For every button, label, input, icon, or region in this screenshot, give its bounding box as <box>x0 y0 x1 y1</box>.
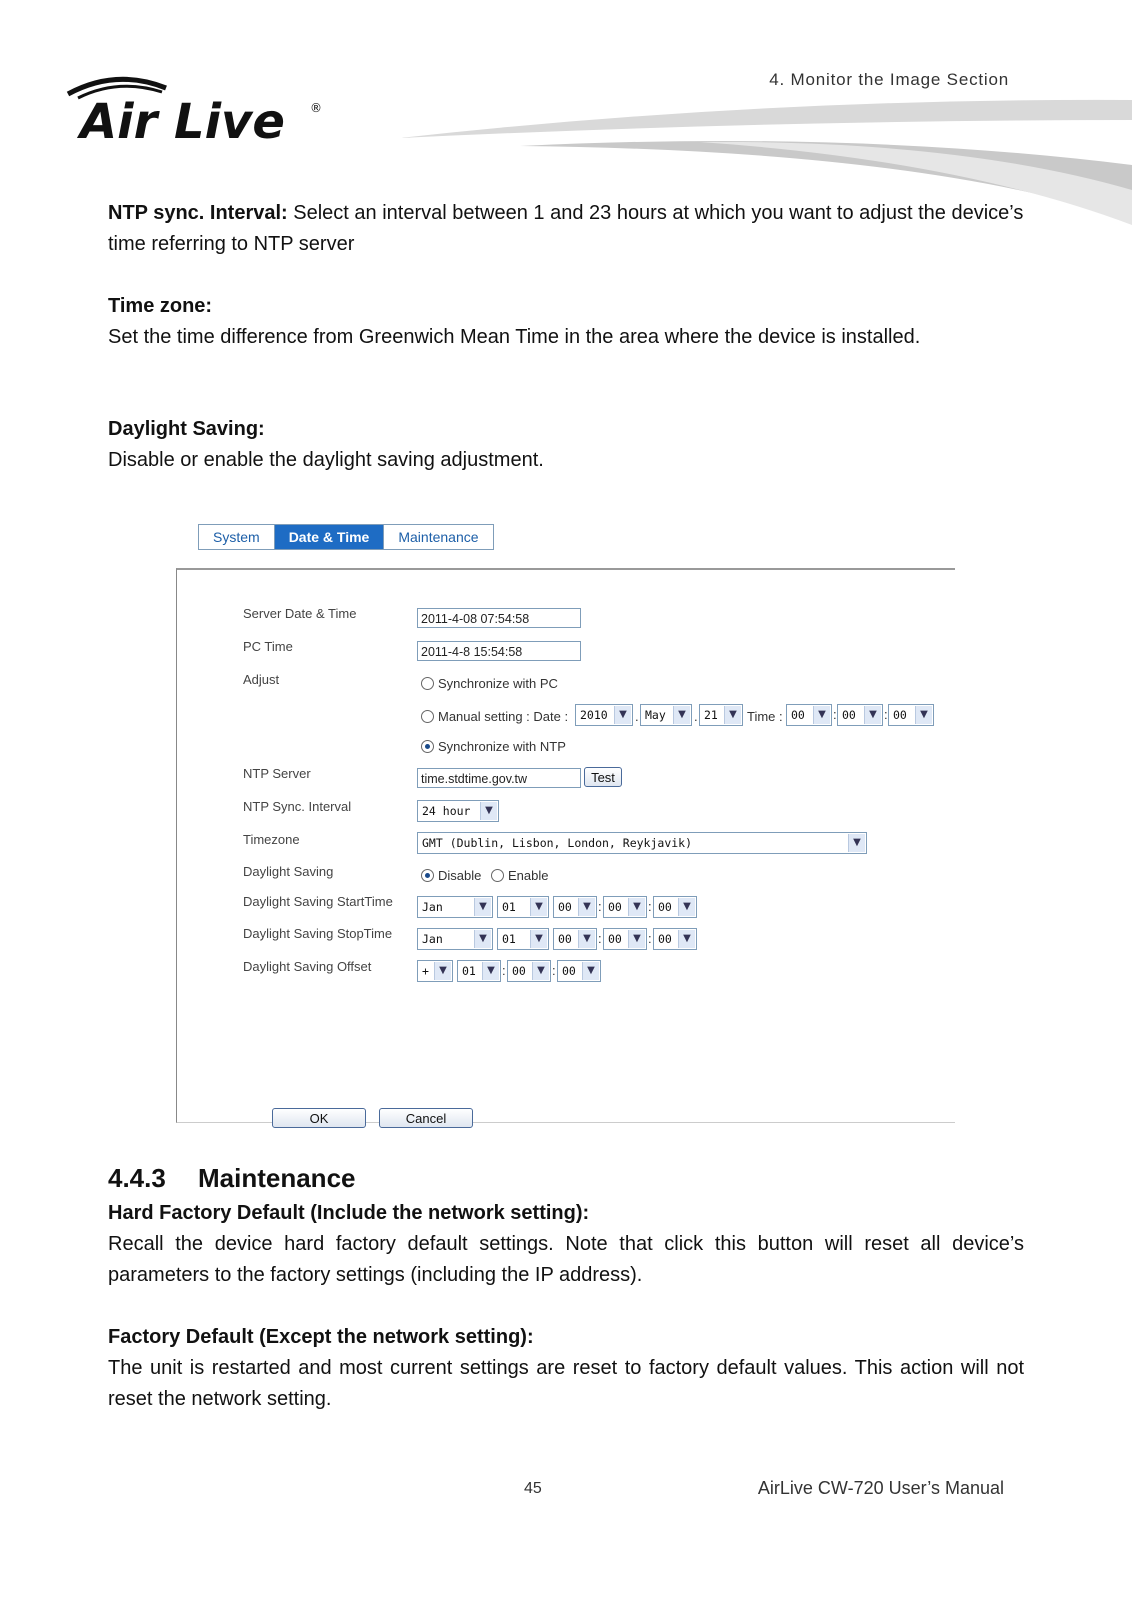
dst-offset-second-select[interactable]: 00 ▼ <box>557 960 601 982</box>
label-dst-stop: Daylight Saving StopTime <box>243 926 393 941</box>
hard-default-text: Recall the device hard factory default settings. Note that click this button will reset all device’s parameters to the factory settings (including the IP address). <box>108 1233 1024 1286</box>
chevron-down-icon: ▼ <box>434 962 451 980</box>
pc-time-field[interactable]: 2011-4-8 15:54:58 <box>417 641 581 661</box>
radio-sync-ntp[interactable]: Synchronize with NTP <box>421 739 566 754</box>
section-header: 4. Monitor the Image Section <box>769 70 1009 89</box>
chevron-down-icon: ▼ <box>678 898 695 916</box>
radio-sync-pc[interactable]: Synchronize with PC <box>421 676 558 691</box>
chevron-down-icon: ▼ <box>628 930 645 948</box>
logo-text: Air Live <box>80 94 285 150</box>
label-timezone: Timezone <box>243 832 300 847</box>
cancel-button[interactable]: Cancel <box>379 1108 473 1128</box>
dst-offset-hour-select[interactable]: 01 ▼ <box>457 960 501 982</box>
time-zone-heading: Time zone: <box>108 295 213 317</box>
dst-stop-minute-select[interactable]: 00 ▼ <box>603 928 647 950</box>
day-select[interactable]: 21 ▼ <box>699 704 743 726</box>
svg-text:®: ® <box>310 101 322 115</box>
hour-select[interactable]: 00 ▼ <box>786 704 832 726</box>
dst-start-second-select[interactable]: 00 ▼ <box>653 896 697 918</box>
chevron-down-icon: ▼ <box>532 962 549 980</box>
ntp-server-field[interactable]: time.stdtime.gov.tw <box>417 768 581 788</box>
server-date-time-field[interactable]: 2011-4-08 07:54:58 <box>417 608 581 628</box>
chevron-down-icon: ▼ <box>813 706 830 724</box>
minute-select[interactable]: 00 ▼ <box>837 704 883 726</box>
dst-start-hour-select[interactable]: 00 ▼ <box>553 896 597 918</box>
ntp-interval-paragraph: NTP sync. Interval: Select an interval between 1 and 23 hours at which you want to adjust the device’s time referring to NTP server <box>108 202 1024 255</box>
chevron-down-icon: ▼ <box>474 898 491 916</box>
ntp-interval-select[interactable]: 24 hour ▼ <box>417 800 499 822</box>
test-button[interactable]: Test <box>584 767 622 787</box>
dst-start-day-select[interactable]: 01 ▼ <box>497 896 549 918</box>
manual-title: AirLive CW-720 User’s Manual <box>757 1478 1004 1498</box>
dst-start-month-select[interactable]: Jan ▼ <box>417 896 493 918</box>
label-daylight-saving: Daylight Saving <box>243 864 334 879</box>
radio-dst-enable[interactable]: Enable <box>491 868 548 883</box>
datetime-settings-screenshot <box>176 520 956 1175</box>
daylight-saving-text: Disable or enable the daylight saving adjustment. <box>108 449 544 471</box>
dst-stop-day-select[interactable]: 01 ▼ <box>497 928 549 950</box>
label-dst-start: Daylight Saving StartTime <box>243 894 393 909</box>
chevron-down-icon: ▼ <box>482 962 499 980</box>
radio-dst-disable[interactable]: Disable <box>421 868 481 883</box>
chevron-down-icon: ▼ <box>628 898 645 916</box>
second-select[interactable]: 00 ▼ <box>888 704 934 726</box>
settings-tabs <box>198 524 494 550</box>
maintenance-heading: 4.4.3 Maintenance <box>108 1163 356 1193</box>
timezone-select[interactable]: GMT (Dublin, Lisbon, London, Reykjavik) ▼ <box>417 832 867 854</box>
chevron-down-icon: ▼ <box>582 962 599 980</box>
chevron-down-icon: ▼ <box>724 706 741 724</box>
label-dst-offset: Daylight Saving Offset <box>243 959 372 974</box>
tab-date-time[interactable]: Date & Time <box>275 525 385 549</box>
month-select[interactable]: May ▼ <box>640 704 692 726</box>
radio-manual-setting[interactable]: Manual setting : Date : <box>421 709 568 724</box>
chevron-down-icon: ▼ <box>614 706 631 724</box>
ok-button[interactable]: OK <box>272 1108 366 1128</box>
chevron-down-icon: ▼ <box>578 930 595 948</box>
label-adjust: Adjust <box>243 672 280 687</box>
year-select[interactable]: 2010 ▼ <box>575 704 633 726</box>
dst-stop-hour-select[interactable]: 00 ▼ <box>553 928 597 950</box>
dst-offset-minute-select[interactable]: 00 ▼ <box>507 960 551 982</box>
tab-system[interactable]: System <box>199 525 275 549</box>
chevron-down-icon: ▼ <box>474 930 491 948</box>
daylight-saving-heading: Daylight Saving: <box>108 418 265 440</box>
chevron-down-icon: ▼ <box>530 898 547 916</box>
dst-start-minute-select[interactable]: 00 ▼ <box>603 896 647 918</box>
label-ntp-server: NTP Server <box>243 766 311 781</box>
chevron-down-icon: ▼ <box>530 930 547 948</box>
factory-default-text: The unit is restarted and most current settings are reset to factory default values. This action will not reset the network setting. <box>108 1357 1024 1410</box>
label-ntp-sync-interval: NTP Sync. Interval <box>243 799 352 814</box>
chevron-down-icon: ▼ <box>848 834 865 852</box>
chevron-down-icon: ▼ <box>578 898 595 916</box>
chevron-down-icon: ▼ <box>673 706 690 724</box>
chevron-down-icon: ▼ <box>864 706 881 724</box>
factory-default-heading: Factory Default (Except the network setting): <box>108 1326 534 1348</box>
chevron-down-icon: ▼ <box>915 706 932 724</box>
chevron-down-icon: ▼ <box>678 930 695 948</box>
time-zone-text: Set the time difference from Greenwich Mean Time in the area where the device is installed. <box>108 326 921 348</box>
chevron-down-icon: ▼ <box>480 802 497 820</box>
tab-maintenance[interactable]: Maintenance <box>384 525 492 549</box>
label-pc-time: PC Time <box>243 639 293 654</box>
label-server-date-time: Server Date & Time <box>243 606 357 621</box>
dst-stop-second-select[interactable]: 00 ▼ <box>653 928 697 950</box>
dst-offset-sign-select[interactable]: + ▼ <box>417 960 453 982</box>
settings-panel: Server Date & Time 2011-4-08 07:54:58 PC Time 2011-4-8 15:54:58 Adjust Synchronize with PC Manual setting : Date : 2010 ▼ . May ▼ . 21 ▼ Time : 00 ▼ : 00 ▼ : 00 ▼ Synchronize with NTP NTP Server time.stdtime.gov.tw Test NTP Sync. Interval 24 hour ▼ Timezone GMT (Dublin, Lisbon, London, Reykjavik) ▼ Daylight Saving Disable Enable Daylight Saving StartTime Jan ▼ 01 ▼ 00 ▼ : 00 ▼ : 00 ▼ Daylight Saving StopTime Jan ▼ 01 ▼ 00 ▼ : 00 ▼ : 00 ▼ Daylight Saving Offset + ▼ 01 ▼ : 00 ▼ : 00 ▼ <box>176 568 955 1123</box>
hard-default-heading: Hard Factory Default (Include the network setting): <box>108 1202 590 1224</box>
airlive-logo <box>66 72 336 152</box>
page-number: 45 <box>524 1480 542 1497</box>
dst-stop-month-select[interactable]: Jan ▼ <box>417 928 493 950</box>
